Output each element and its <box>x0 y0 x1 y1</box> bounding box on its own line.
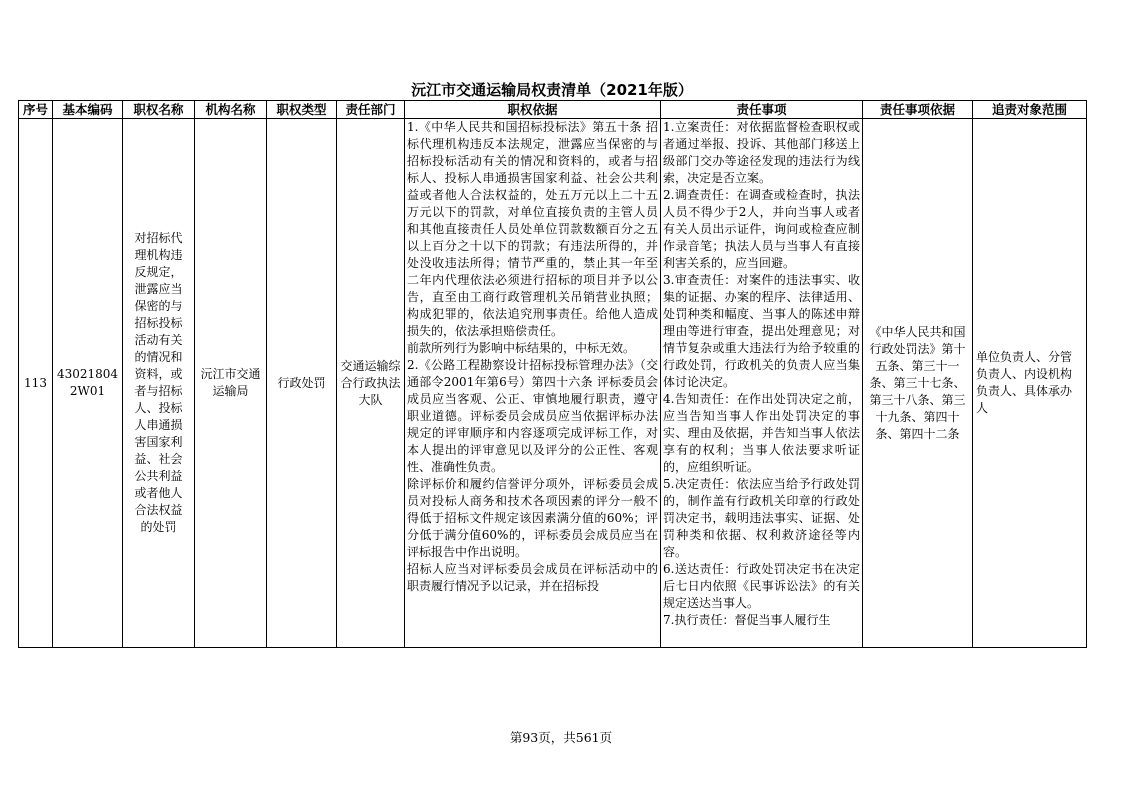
duty-review: 3.审查责任：对案件的违法事实、收集的证据、办案的程序、法律适用、处罚种类和幅度、当事人的陈述申辩理由等进行审查，提出处理意见；对情节复杂或重大违法行为给予较重的行政处罚，行政机关的负责人应当集体讨论决定。 <box>663 273 860 389</box>
row-code: 430218042W01 <box>56 367 119 398</box>
page-title: 沅江市交通运输局权责清单（2021年版） <box>411 81 693 99</box>
row-duty-basis: 《中华人民共和国行政处罚法》第十五条、第三十一条、第三十七条、第三十八条、第三十九条、第四十条、第四十二条 <box>869 324 966 441</box>
header-power-type: 职权类型 <box>267 101 337 119</box>
basis-paragraph-2: 前款所列行为影响中标结果的，中标无效。 <box>407 341 636 355</box>
row-department: 交通运输综合行政执法大队 <box>340 358 401 407</box>
duty-notification: 4.告知责任：在作出处罚决定之前，应当告知当事人作出处罚决定的事实、理由及依据，并告知当事人依法享有的权利；当事人依法要求听证的，应组织听证。 <box>663 392 860 474</box>
duty-execution: 7.执行责任：督促当事人履行生 <box>663 613 831 627</box>
duty-investigation: 2.调查责任：在调查或检查时，执法人员不得少于2人，并向当事人或者有关人员出示证件，询问或检查应制作录音笔；执法人员与当事人有直接利害关系的，应当回避。 <box>663 188 860 270</box>
header-basis: 职权依据 <box>405 101 661 119</box>
duty-delivery: 6.送达责任：行政处罚决定书在决定后七日内依照《民事诉讼法》的有关规定送达当事人。 <box>663 562 860 610</box>
cell-index <box>19 119 53 648</box>
power-list-table <box>18 100 1087 648</box>
cell-power-type <box>267 119 337 648</box>
header-department: 责任部门 <box>337 101 405 119</box>
cell-duties <box>661 119 863 648</box>
row-agency: 沅江市交通运输局 <box>200 367 261 398</box>
basis-paragraph-5: 招标人应当对评标委员会成员在评标活动中的职责履行情况予以记录，并在招标投 <box>407 562 658 593</box>
cell-power-name <box>123 119 195 648</box>
cell-department <box>337 119 405 648</box>
row-accountability: 单位负责人、分管负责人、内设机构负责人、具体承办人 <box>976 350 1073 415</box>
header-accountability: 追责对象范围 <box>973 101 1087 119</box>
basis-text <box>405 119 660 647</box>
duty-decision: 5.决定责任：依法应当给予行政处罚的，制作盖有行政机关印章的行政处罚决定书，载明违法事实、证据、处罚种类和依据、权利救济途径等内容。 <box>663 477 860 559</box>
basis-paragraph-4: 除评标价和履约信誉评分项外，评标委员会成员对投标人商务和技术各项因素的评分一般不得低于招标文件规定该因素满分值的60%；评分低于满分值60%的，评标委员会成员应当在评标报告中作出说明。 <box>407 477 658 559</box>
header-duty-basis: 责任事项依据 <box>863 101 973 119</box>
cell-duty-basis <box>863 119 973 648</box>
cell-accountability <box>973 119 1087 648</box>
page-number: 第93页，共561页 <box>509 730 613 745</box>
header-power-name: 职权名称 <box>123 101 195 119</box>
basis-paragraph-1: 1.《中华人民共和国招标投标法》第五十条 招标代理机构违反本法规定，泄露应当保密的与招标投标活动有关的情况和资料的，或者与招标人、投标人串通损害国家利益、社会公共利益或者他人合法权益的，处五万元以上二十五万元以下的罚款，对单位直接负责的主管人员和其他直接责任人员处单位罚款数额百分之五以上百分之十以下的罚款；有违法所得的，并处没收违法所得；情节严重的，禁止其一年至二年内代理依法必须进行招标的项目并予以公告，直至由工商行政管理机关吊销营业执照；构成犯罪的，依法追究刑事责任。给他人造成损失的，依法承担赔偿责任。 <box>407 120 658 338</box>
header-row <box>19 101 1087 119</box>
cell-agency <box>195 119 267 648</box>
row-power-name: 对招标代理机构违反规定，泄露应当保密的与招标投标活动有关的情况和资料，或者与招标人、投标人串通损害国家利益、社会公共利益或者他人合法权益的处罚 <box>134 231 183 534</box>
duties-text <box>661 119 862 647</box>
header-duties: 责任事项 <box>661 101 863 119</box>
row-index: 113 <box>24 375 47 390</box>
duty-filing: 1.立案责任：对依据监督检查职权或者通过举报、投诉、其他部门移送上级部门交办等途径发现的违法行为线索，决定是否立案。 <box>663 120 860 185</box>
header-index: 序号 <box>19 101 53 119</box>
header-agency: 机构名称 <box>195 101 267 119</box>
row-power-type: 行政处罚 <box>277 375 326 390</box>
basis-paragraph-3: 2.《公路工程勘察设计招标投标管理办法》（交通部令2001年第6号）第四十六条 评标委员会成员应当客观、公正、审慎地履行职责，遵守职业道德。评标委员会成员应当依据评标办法规定的评审顺序和内容逐项完成评标工作，对本人提出的评审意见以及评分的公正性、客观性、准确性负责。 <box>407 358 658 474</box>
table-row <box>19 119 1087 648</box>
cell-code <box>53 119 123 648</box>
cell-basis <box>405 119 661 648</box>
header-code: 基本编码 <box>53 101 123 119</box>
